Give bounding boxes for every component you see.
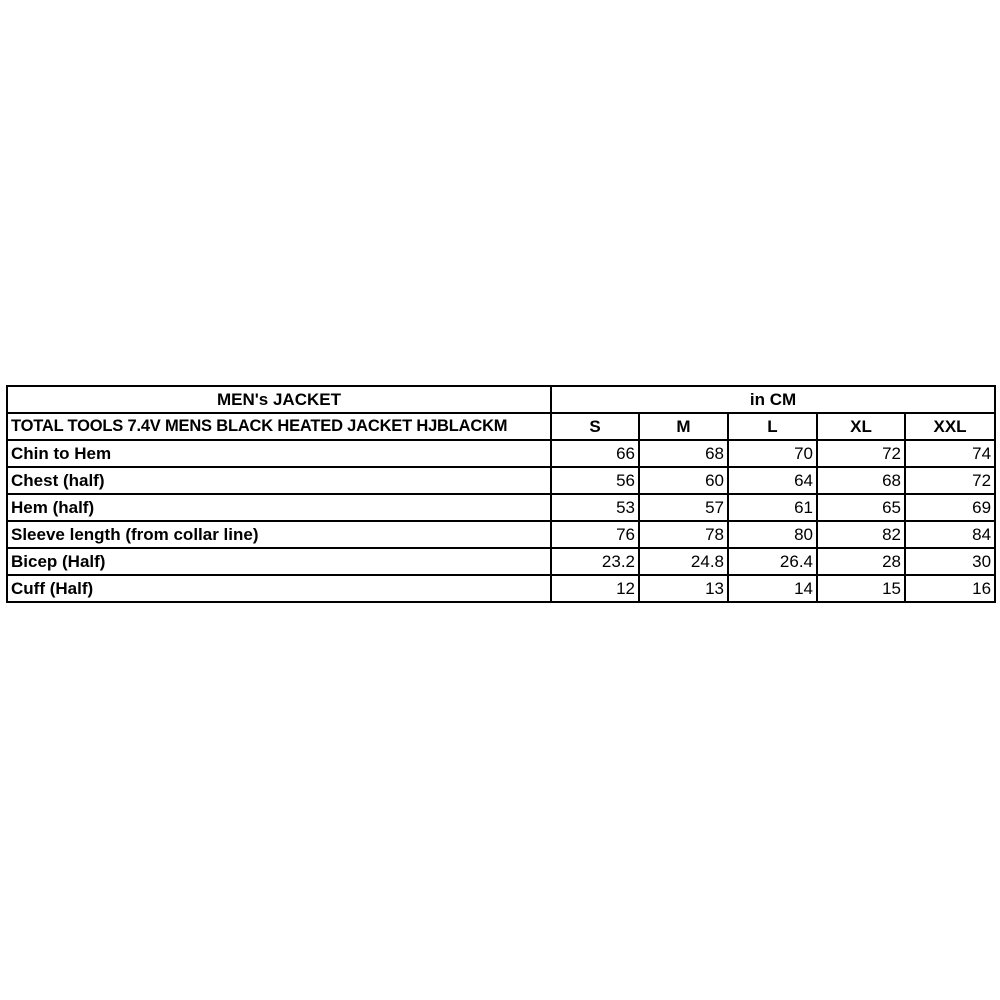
table-cell: 13 xyxy=(639,575,728,602)
table-cell: 70 xyxy=(728,440,817,467)
size-header-m: M xyxy=(639,413,728,440)
table-cell: 84 xyxy=(905,521,995,548)
unit-header: in CM xyxy=(551,386,995,413)
row-label: Cuff (Half) xyxy=(7,575,551,602)
size-header-s: S xyxy=(551,413,639,440)
title-row xyxy=(7,386,995,413)
table-cell: 72 xyxy=(817,440,905,467)
table-cell: 74 xyxy=(905,440,995,467)
row-label: Bicep (Half) xyxy=(7,548,551,575)
table-cell: 68 xyxy=(639,440,728,467)
table-cell: 64 xyxy=(728,467,817,494)
table-cell: 26.4 xyxy=(728,548,817,575)
table-row xyxy=(7,575,995,602)
row-label: Chin to Hem xyxy=(7,440,551,467)
table-cell: 12 xyxy=(551,575,639,602)
table-cell: 23.2 xyxy=(551,548,639,575)
size-header-xl: XL xyxy=(817,413,905,440)
table-row xyxy=(7,494,995,521)
table-row xyxy=(7,548,995,575)
row-label: Hem (half) xyxy=(7,494,551,521)
table-cell: 66 xyxy=(551,440,639,467)
table-cell: 30 xyxy=(905,548,995,575)
table-cell: 72 xyxy=(905,467,995,494)
table-cell: 61 xyxy=(728,494,817,521)
table-cell: 15 xyxy=(817,575,905,602)
table-row xyxy=(7,467,995,494)
table-cell: 76 xyxy=(551,521,639,548)
table-cell: 69 xyxy=(905,494,995,521)
table-cell: 65 xyxy=(817,494,905,521)
table-cell: 68 xyxy=(817,467,905,494)
size-header-l: L xyxy=(728,413,817,440)
table-title: MEN's JACKET xyxy=(7,386,551,413)
size-header-row xyxy=(7,413,995,440)
table-row xyxy=(7,521,995,548)
table-cell: 60 xyxy=(639,467,728,494)
row-label: Chest (half) xyxy=(7,467,551,494)
table-cell: 53 xyxy=(551,494,639,521)
product-name: TOTAL TOOLS 7.4V MENS BLACK HEATED JACKET HJBLACKM xyxy=(7,413,551,440)
size-header-xxl: XXL xyxy=(905,413,995,440)
table-cell: 80 xyxy=(728,521,817,548)
table-cell: 24.8 xyxy=(639,548,728,575)
table-cell: 14 xyxy=(728,575,817,602)
row-label: Sleeve length (from collar line) xyxy=(7,521,551,548)
table-cell: 28 xyxy=(817,548,905,575)
table-cell: 57 xyxy=(639,494,728,521)
size-chart-table xyxy=(6,385,996,603)
table-row xyxy=(7,440,995,467)
table-cell: 56 xyxy=(551,467,639,494)
table-cell: 82 xyxy=(817,521,905,548)
table-cell: 16 xyxy=(905,575,995,602)
table-cell: 78 xyxy=(639,521,728,548)
